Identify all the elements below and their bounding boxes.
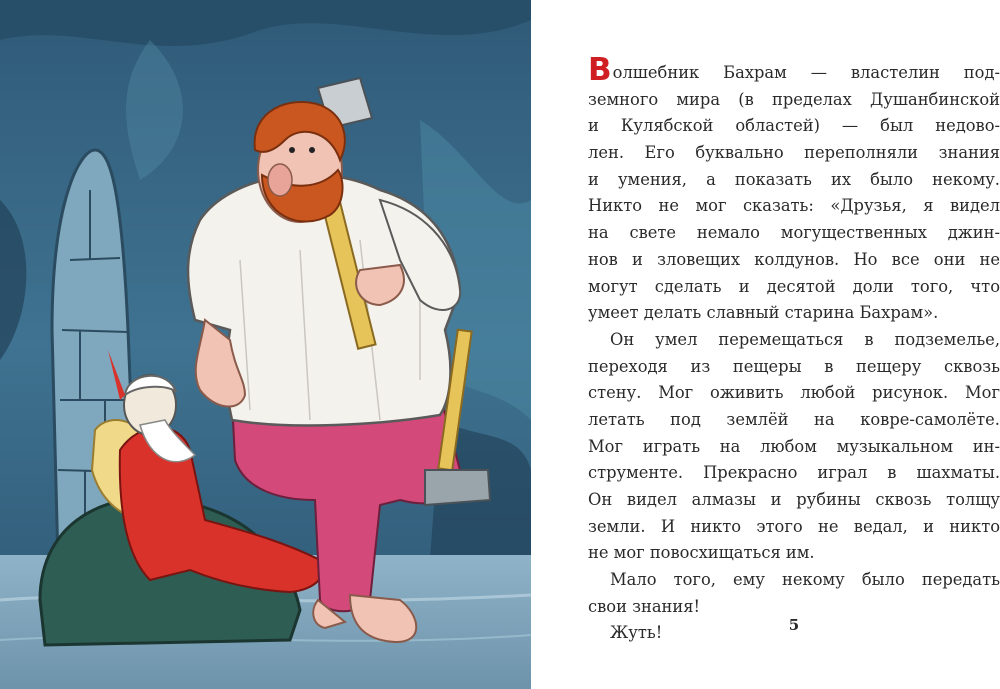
story-text (588, 52, 1000, 689)
page-number: 5 (788, 616, 800, 634)
text-line: земли. И никто этого не ведал, и никто (588, 516, 1000, 536)
text-line: нов и зловещих колдунов. Но все они не (588, 249, 1000, 269)
text-line: Мало того, ему некому было передать (610, 570, 1000, 590)
drop-cap: В (588, 52, 612, 88)
text-line: и умения, а показать их было некому. (588, 169, 1000, 189)
text-line: переходя из пещеры в пещеру сквозь (588, 356, 1000, 376)
text-line: и Кулябской областей) — был недово- (588, 116, 1000, 136)
text-line: земного мира (в пределах Душанбинской (588, 89, 1000, 109)
text-line: Мог играть на любом музыкальном ин- (588, 436, 1000, 456)
text-line: свои знания! (588, 596, 701, 616)
text-line: могут сделать и десятой доли того, что (588, 276, 1000, 296)
text-line: летать под землёй на ковре-самолёте. (588, 409, 1000, 429)
text-line: Он видел алмазы и рубины сквозь толщу (588, 490, 1000, 509)
text-line: умеет делать славный старина Бахрам». (588, 303, 939, 323)
text-line: лен. Его буквально переполняли знания (588, 143, 1000, 163)
text-line: Никто не мог сказать: «Друзья, я видел (588, 196, 1000, 216)
text-line: струменте. Прекрасно играл в шахматы. (588, 463, 1000, 483)
text-line: стену. Мог оживить любой рисунок. Мог (588, 383, 1000, 403)
text-line: Жуть! (610, 623, 663, 643)
text-line: Он умел перемещаться в подземелье, (610, 329, 1000, 349)
text-line: не мог повосхищаться им. (588, 543, 815, 563)
text-line: на свете немало могущественных джин- (588, 223, 1000, 243)
text-line: Волшебник Бахрам — властелин под- (588, 52, 1000, 88)
